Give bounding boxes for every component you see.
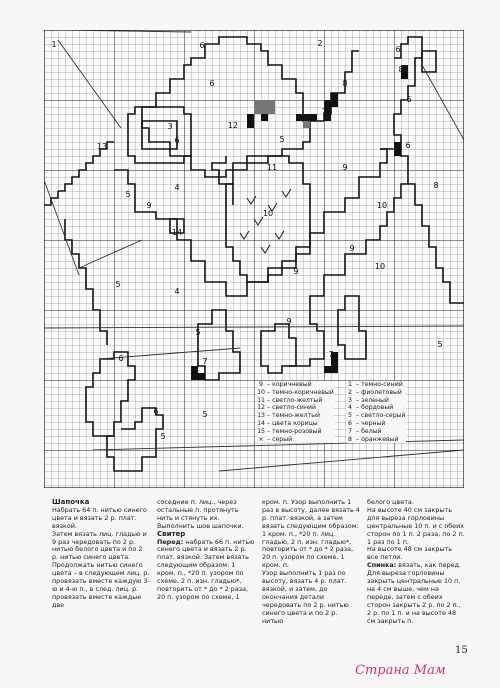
grid-label: 5 (125, 190, 131, 199)
paragraph: Набрать 64 п. нитью синего цвета и вязать 2 р. плат. вязкой. (52, 505, 147, 530)
grid-label: 5 (195, 328, 201, 337)
grid-label: 4 (174, 287, 180, 296)
grid-label: 6 (199, 41, 205, 50)
legend-label: бордовый (361, 404, 394, 412)
legend-label: светло-синий (272, 404, 317, 412)
grid-label: 6 (395, 45, 401, 54)
legend-item: 14 – цвета корицы (257, 419, 318, 427)
grid-label: 11 (266, 163, 278, 172)
grid-label: 5 (160, 432, 166, 441)
legend-item: 6 – черный (346, 420, 406, 428)
grid-label: 5 (202, 410, 208, 419)
paragraph (157, 539, 255, 602)
legend-item: 1 – темно-синий (346, 381, 406, 389)
paragraph: Выполнить шов шапочки. (157, 521, 244, 530)
grid-label: 7 (321, 107, 327, 116)
legend-item: 7 – белый (346, 428, 406, 436)
paragraph: соседние п. лиц., через остальные п. протянуть нить и стянуть их. (157, 498, 239, 522)
text-column-4 (367, 499, 465, 626)
legend-label: светло-серый (361, 412, 406, 420)
legend-item: 9 – коричневый (257, 381, 334, 389)
legend-label: серый (272, 435, 293, 443)
legend-left (257, 381, 334, 443)
legend-item: 2 – фиолетовый (346, 389, 406, 397)
section-title: Шапочка (52, 498, 90, 506)
section-title: Свитер (157, 529, 186, 538)
grid-label: 6 (209, 79, 215, 88)
legend-label: зеленый (361, 396, 389, 404)
paragraph-body: набрать 66 п. нитью синего цвета и вязать 2 р. плат. вязкой. Затем вязать следующим образом: 1 кром. п., *20 п. узором по схеме, 2 п. изн. гладью*, повторить от * до * 2 раза, 20 п. узором по схеме, 1 (157, 537, 255, 601)
legend-symbol: × (258, 435, 264, 443)
watermark-text: Страна Мам (355, 663, 446, 678)
legend-right (346, 381, 406, 443)
grid-label: 6 (406, 95, 412, 104)
legend-symbol: 7 (348, 427, 352, 435)
grid-label: 9 (293, 267, 299, 276)
legend-item: 15 – темно-розовый (257, 427, 322, 435)
grid-label: 6 (405, 141, 411, 150)
legend-item: 12 – светло-синий (257, 404, 317, 412)
page-number: 15 (455, 645, 468, 656)
legend-symbol: 2 (348, 388, 352, 396)
legend-item: × – серый (258, 435, 293, 443)
legend-item: 8 – оранжевый (346, 436, 406, 444)
grid-label: 8 (433, 181, 439, 190)
watermark-logo (355, 663, 446, 678)
text-column-3 (262, 499, 360, 626)
legend-symbol: 13 (257, 412, 265, 420)
grid-label: 2 (317, 39, 323, 48)
legend-symbol: 15 (257, 427, 265, 435)
legend-symbol: 6 (348, 419, 352, 427)
grid-label: 7 (328, 350, 334, 359)
grid-label: 10 (262, 209, 274, 218)
paragraph: На высоте 40 см закрыть для выреза горловины центральные 10 п. и с обеих сторон по 1 п. 2 раза, по 2 п. 1 раз по 1 п. (367, 505, 465, 546)
paragraph-lead: Перед: (157, 537, 184, 546)
paragraph: Продолжать нитью синего цвета – в следующем лиц. р. провязать вместе каждую 3-ю и 4-ю п., в след. лиц. р. провязать вместе каждые две (52, 561, 150, 609)
grid-label: 5 (115, 280, 121, 289)
legend-label: фиолетовый (361, 388, 402, 396)
grid-label: 5 (279, 135, 285, 144)
paragraph: Для выреза горловины закрыть центральные 10 п. на 4 см выше, чем на переде, затем с обеих сторон закрыть 2 р. по 2 п., 2 р. по 1 п. и на высоте 48 см закрыть п. (367, 569, 461, 625)
grid-label: 9 (342, 163, 348, 172)
legend-item: 13 – темно-желтый (257, 412, 321, 420)
grid-label: 14 (171, 228, 183, 237)
grid-label: 13 (96, 142, 108, 151)
paragraph: белого цвета. (367, 498, 414, 506)
legend-symbol: 1 (348, 381, 352, 388)
grid-label: 9 (286, 317, 292, 326)
text-column-1 (52, 499, 150, 610)
legend-symbol: 11 (257, 396, 265, 404)
grid-label: 3 (167, 122, 173, 131)
grid-label: 6 (174, 136, 180, 145)
legend-item: 5 – светло-серый (346, 412, 406, 420)
legend-symbol: 9 (259, 381, 263, 388)
grid-label: 5 (437, 340, 443, 349)
legend-symbol: 14 (257, 419, 265, 427)
legend-label: темно-коричневый (272, 388, 334, 396)
legend-label: черный (361, 419, 386, 427)
grid-label: 12 (227, 121, 239, 130)
legend-label: темно-розовый (272, 427, 322, 435)
legend-label: темно-синий (361, 381, 403, 388)
legend-label: оранжевый (361, 435, 399, 443)
legend-symbol: 3 (348, 396, 352, 404)
legend-symbol: 12 (257, 404, 265, 412)
paragraph: На высоте 48 см закрыть все петли. (367, 545, 452, 562)
grid-label: 10 (376, 201, 388, 210)
grid-label: 6 (153, 407, 159, 416)
grid-label: 8 (398, 65, 404, 74)
grid-label: 10 (374, 262, 386, 271)
legend-symbol: 5 (348, 412, 352, 420)
grid-label: 8 (342, 79, 348, 88)
paragraph: кром. п. Узор выполнить 1 раз в высоту, далее вязать 4 р. плат. вязкой, а затем вязать следующим образом: 1 кром. п., *20 п. лиц. гладью, 2 п. изн. гладью*, повторить от * до * 2 раза, 20 п. узором по схеме, 1 кром. п. (262, 498, 360, 570)
grid-label: 9 (349, 244, 355, 253)
legend-item: 3 – зеленый (346, 397, 406, 405)
legend-item: 4 – бордовый (346, 404, 406, 412)
legend-item: 10 – темно-коричневый (257, 388, 334, 396)
paragraph: Затем вязать лиц. гладью и 9 раз чередовать по 2 р. нитью белого цвета и по 2 р. нитью синего цвета. (52, 529, 147, 562)
legend-label: темно-желтый (272, 412, 321, 420)
text-column-2 (157, 499, 255, 602)
paragraph: Узор выполнить 1 раз по высоту, вязать 4 р. плат. вязкой, и затем, до окончания детали чередовать по 2 р. нитью синего цвета и по 2 р. нитью (262, 569, 349, 625)
legend-label: коричневый (272, 381, 312, 388)
grid-label: 9 (146, 201, 152, 210)
legend-symbol: 4 (348, 404, 352, 412)
legend-symbol: 10 (257, 388, 265, 396)
paragraph-lead: Спинка: (367, 561, 397, 570)
legend-label: белый (361, 427, 382, 435)
grid-label: 4 (174, 183, 180, 192)
legend-label: цвета корицы (272, 419, 318, 427)
legend-item: 11 – светло-желтый (257, 396, 323, 404)
legend-label: светло-желтый (272, 396, 323, 404)
grid-label: 7 (202, 357, 208, 366)
paragraph-body: вязать, как перед. (396, 561, 461, 570)
grid-label: 6 (118, 354, 124, 363)
legend-symbol: 8 (348, 435, 352, 443)
grid-label: 1 (51, 40, 57, 49)
